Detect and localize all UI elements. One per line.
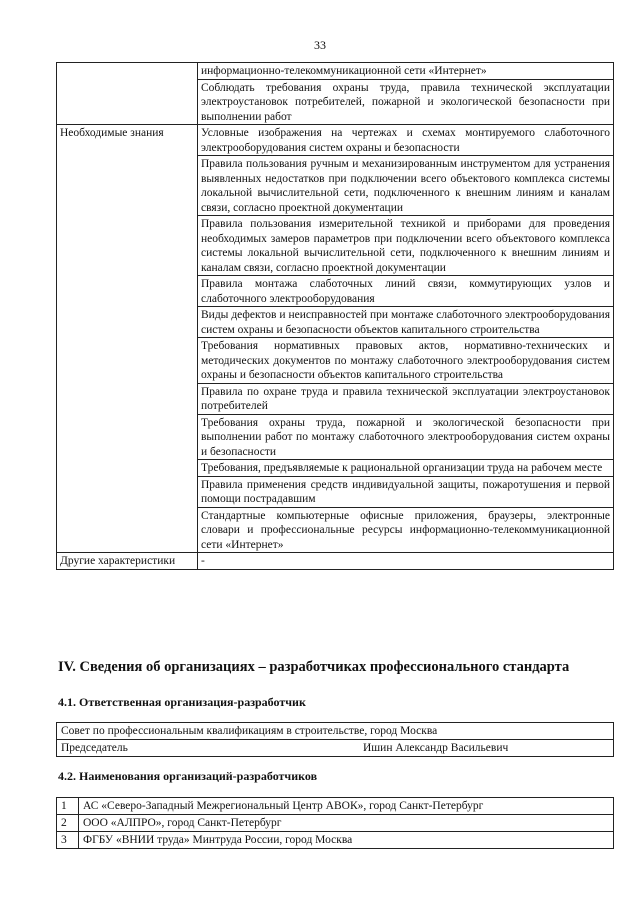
org-number: 2 — [57, 815, 79, 832]
row-text: Правила применения средств индивидуальной защиты, пожаротушения и первой помощи пострадавшим — [198, 476, 614, 507]
org-name: Совет по профессиональным квалификациям в строительстве, город Москва — [57, 723, 614, 740]
person-name: Ишин Александр Васильевич — [363, 742, 509, 754]
table-row — [57, 63, 614, 80]
responsible-org-table — [56, 722, 614, 757]
row-text: Требования охраны труда, пожарной и экологической безопасности при выполнении работ по монтажу слаботочного электрооборудования систем охраны и безопасности — [198, 414, 614, 460]
table-row — [57, 815, 614, 832]
section-title: IV. Сведения об организациях – разработчиках профессионального стандарта — [58, 659, 570, 675]
developer-orgs-table — [56, 797, 614, 849]
row-text: Стандартные компьютерные офисные приложения, браузеры, электронные словари и профессиональные ресурсы информационно-телекоммуникационной сети «Интернет» — [198, 507, 614, 553]
row-label: Необходимые знания — [57, 125, 198, 553]
row-text: Правила пользования измерительной техникой и приборами для проведения необходимых замеров параметров при подключении всего объектового комплекса системы локальной вычислительной сети, подключенного к внешним линиям и каналам связи, согласно проектной документации — [198, 216, 614, 276]
row-text: информационно-телекоммуникационной сети «Интернет» — [198, 63, 614, 80]
row-text: Виды дефектов и неисправностей при монтаже слаботочного электрооборудования систем охраны и безопасности объектов капитального строительства — [198, 307, 614, 338]
row-text: Требования, предъявляемые к рациональной организации труда на рабочем месте — [198, 460, 614, 477]
row-label: Другие характеристики — [57, 553, 198, 570]
org-number: 1 — [57, 798, 79, 815]
org-name: ФГБУ «ВНИИ труда» Минтруда России, город Москва — [79, 832, 614, 849]
row-text: Правила пользования ручным и механизированным инструментом для устранения выявленных недостатков при подключении всего объектового комплекса системы локальной вычислительной сети, подключенного к внешним линиям и каналам связи, согласно проектной документации — [198, 156, 614, 216]
table-row — [57, 125, 614, 156]
table-row — [57, 723, 614, 740]
org-name: ООО «АЛПРО», город Санкт-Петербург — [79, 815, 614, 832]
knowledge-table — [56, 62, 614, 570]
row-text: Требования нормативных правовых актов, нормативно-технических и методических документов по монтажу слаботочного электрооборудования систем охраны и безопасности объектов капитального строительства — [198, 338, 614, 384]
page-number: 33 — [314, 38, 326, 52]
row-text: Правила по охране труда и правила технической эксплуатации электроустановок потребителей — [198, 383, 614, 414]
row-text: Условные изображения на чертежах и схемах монтируемого слаботочного электрооборудования систем охраны и безопасности — [198, 125, 614, 156]
row-text: Правила монтажа слаботочных линий связи, коммутирующих узлов и слаботочного электрооборудования — [198, 276, 614, 307]
row-text: Соблюдать требования охраны труда, правила технической эксплуатации электроустановок потребителей, пожарной и экологической безопасности при выполнении работ — [198, 79, 614, 125]
responsible-org-heading: 4.1. Ответственная организация-разработчик — [58, 695, 306, 709]
org-number: 3 — [57, 832, 79, 849]
row-label — [57, 63, 198, 125]
table-row — [57, 553, 614, 570]
developer-orgs-heading: 4.2. Наименования организаций-разработчиков — [58, 769, 318, 783]
org-name: АС «Северо-Западный Межрегиональный Центр АВОК», город Санкт-Петербург — [79, 798, 614, 815]
table-row — [57, 740, 614, 757]
table-row — [57, 798, 614, 815]
row-text: - — [198, 553, 614, 570]
table-row — [57, 832, 614, 849]
position: Председатель — [61, 742, 128, 754]
signatory-cell — [57, 740, 614, 757]
